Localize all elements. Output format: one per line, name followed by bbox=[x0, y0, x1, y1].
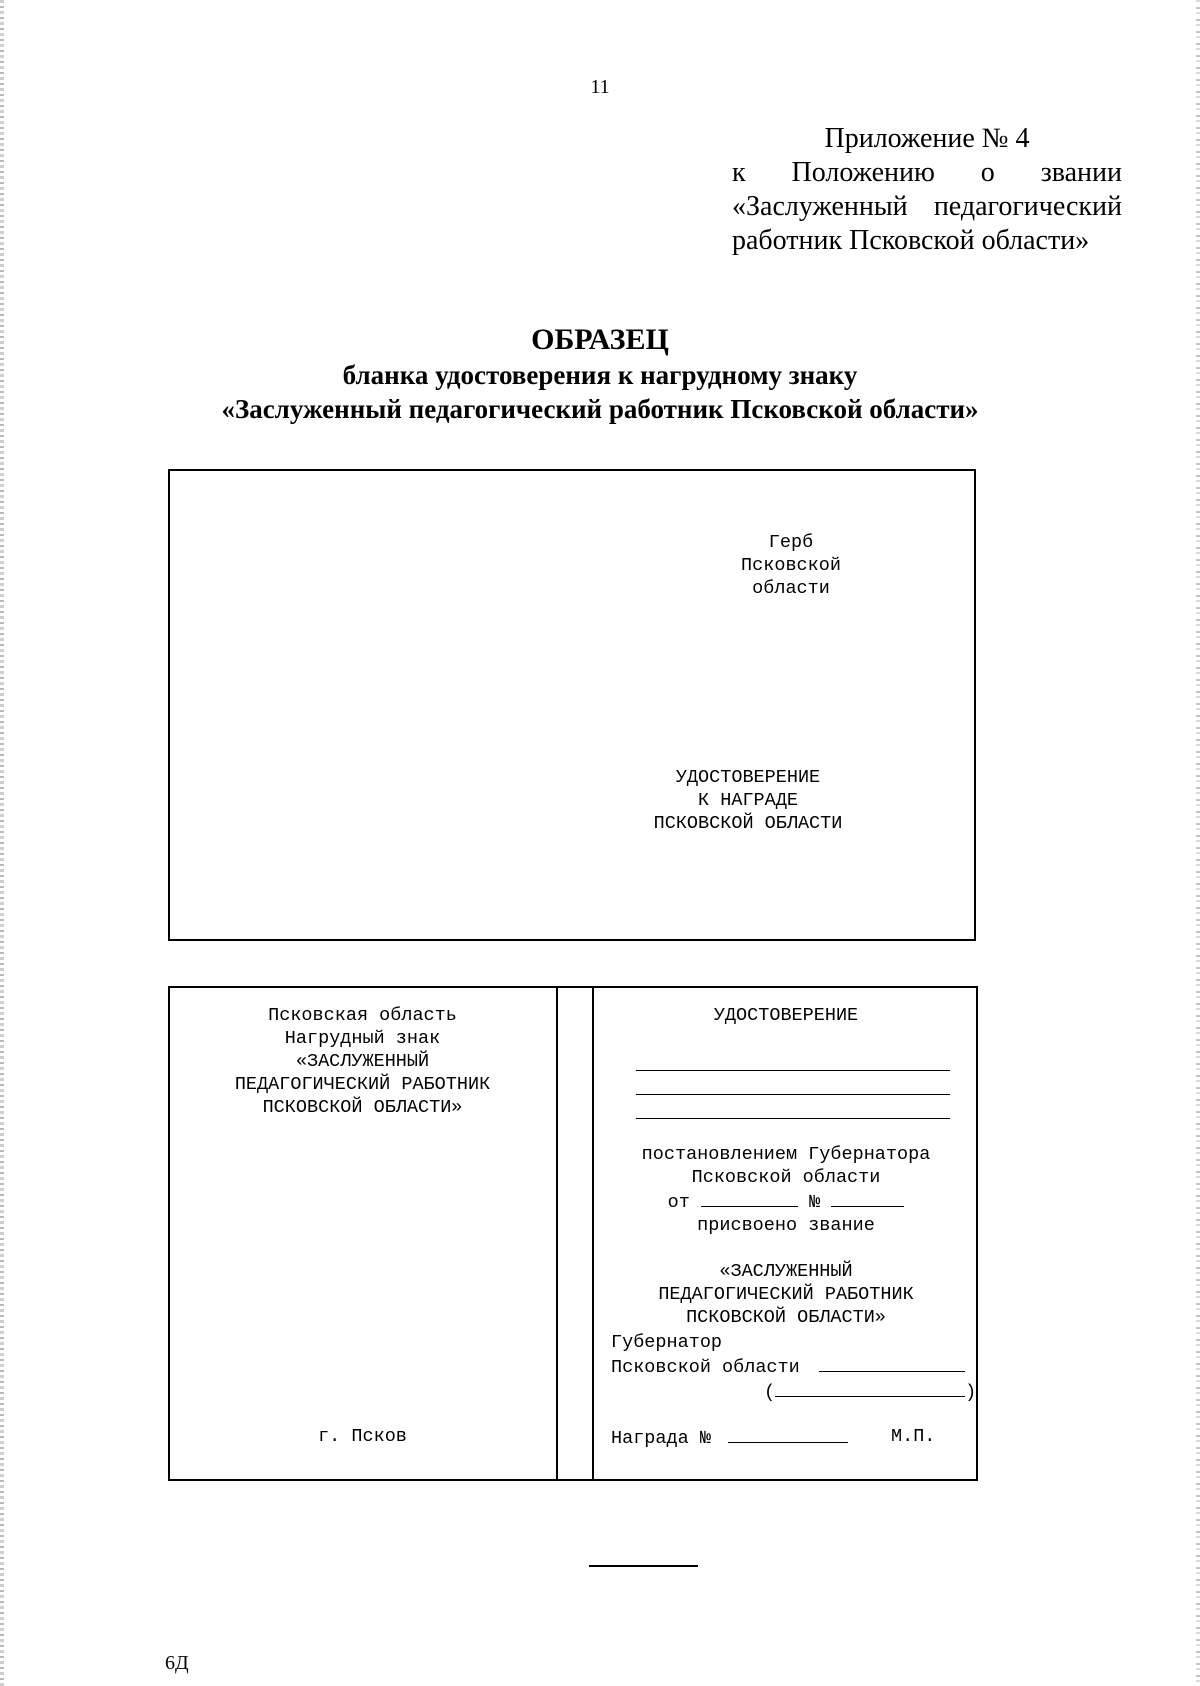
emblem-line-1: Герб bbox=[768, 532, 814, 553]
signature-blank bbox=[819, 1354, 965, 1372]
stamp-place: М.П. bbox=[891, 1426, 936, 1447]
name-in-parentheses-row bbox=[611, 1379, 976, 1404]
left-line-5: ПСКОВСКОЙ ОБЛАСТИ» bbox=[262, 1097, 463, 1118]
emblem-line-2: Псковской bbox=[741, 555, 841, 576]
fold-line-left bbox=[556, 988, 558, 1479]
paren-close: ) bbox=[965, 1382, 977, 1403]
governor-signature-block bbox=[611, 1331, 976, 1404]
appendix-reference: к Положению о звании bbox=[732, 157, 1122, 188]
decree-date-number-row bbox=[594, 1189, 978, 1214]
decree-text bbox=[594, 1143, 978, 1237]
scan-edge-right bbox=[1196, 0, 1200, 1686]
award-label: Награда № bbox=[611, 1428, 711, 1449]
award-number-row bbox=[611, 1425, 848, 1450]
cover-title-line-1: УДОСТОВЕРЕНИЕ bbox=[675, 767, 821, 788]
left-line-2: Нагрудный знак bbox=[284, 1028, 441, 1049]
emblem-line-3: области bbox=[752, 578, 830, 599]
honorary-title-line-2: ПЕДАГОГИЧЕСКИЙ РАБОТНИК bbox=[658, 1284, 914, 1305]
cover-title bbox=[638, 766, 858, 835]
governor-line-1: Губернатор bbox=[611, 1332, 723, 1353]
number-sign: № bbox=[809, 1192, 821, 1213]
governor-line-2: Псковской области bbox=[611, 1357, 800, 1378]
paren-open: ( bbox=[764, 1382, 776, 1403]
appendix-block bbox=[732, 122, 1122, 258]
cover-title-line-3: ПСКОВСКОЙ ОБЛАСТИ bbox=[653, 813, 843, 834]
governor-line-2-row bbox=[611, 1354, 976, 1379]
certificate-cover bbox=[168, 469, 976, 941]
decree-number-blank bbox=[831, 1189, 904, 1207]
document-heading bbox=[0, 322, 1200, 426]
decree-line-2: Псковской области bbox=[691, 1167, 881, 1188]
name-line-2 bbox=[636, 1094, 950, 1095]
left-line-1: Псковская область bbox=[268, 1005, 457, 1026]
left-line-4: ПЕДАГОГИЧЕСКИЙ РАБОТНИК bbox=[234, 1074, 491, 1095]
inside-right-heading: УДОСТОВЕРЕНИЕ bbox=[713, 1005, 859, 1026]
heading-subtitle-1: бланка удостоверения к нагрудному знаку bbox=[342, 360, 858, 390]
decree-line-1: постановлением Губернатора bbox=[641, 1144, 931, 1165]
heading-title: ОБРАЗЕЦ bbox=[531, 323, 669, 356]
name-line-3 bbox=[636, 1118, 950, 1119]
appendix-title-line1: «Заслуженный педагогический bbox=[732, 191, 1122, 222]
award-number-blank bbox=[728, 1425, 848, 1443]
honorary-title-line-1: «ЗАСЛУЖЕННЫЙ bbox=[719, 1261, 853, 1282]
date-blank bbox=[701, 1189, 798, 1207]
page-number: 11 bbox=[590, 76, 610, 98]
heading-subtitle-2: «Заслуженный педагогический работник Псковской области» bbox=[221, 394, 979, 424]
honorary-title bbox=[594, 1260, 978, 1329]
decree-line-4: присвоено звание bbox=[697, 1215, 875, 1236]
coat-of-arms-placeholder bbox=[701, 531, 881, 600]
appendix-number: Приложение № 4 bbox=[824, 123, 1030, 154]
separator-line bbox=[589, 1565, 698, 1567]
inside-right-panel bbox=[594, 988, 978, 1479]
from-label: от bbox=[667, 1192, 690, 1213]
left-line-3: «ЗАСЛУЖЕННЫЙ bbox=[295, 1051, 430, 1072]
honorary-title-line-3: ПСКОВСКОЙ ОБЛАСТИ» bbox=[686, 1307, 886, 1328]
cover-title-line-2: К НАГРАДЕ bbox=[698, 790, 798, 811]
inside-left-text bbox=[190, 1004, 535, 1119]
city-label: г. Псков bbox=[318, 1426, 407, 1447]
footer-code: 6Д bbox=[165, 1652, 189, 1674]
appendix-title-line2: работник Псковской области» bbox=[732, 225, 1090, 256]
scan-edge-left bbox=[0, 0, 4, 1686]
name-line-1 bbox=[636, 1070, 950, 1071]
governor-name-blank bbox=[775, 1379, 965, 1397]
certificate-inside bbox=[168, 986, 978, 1481]
